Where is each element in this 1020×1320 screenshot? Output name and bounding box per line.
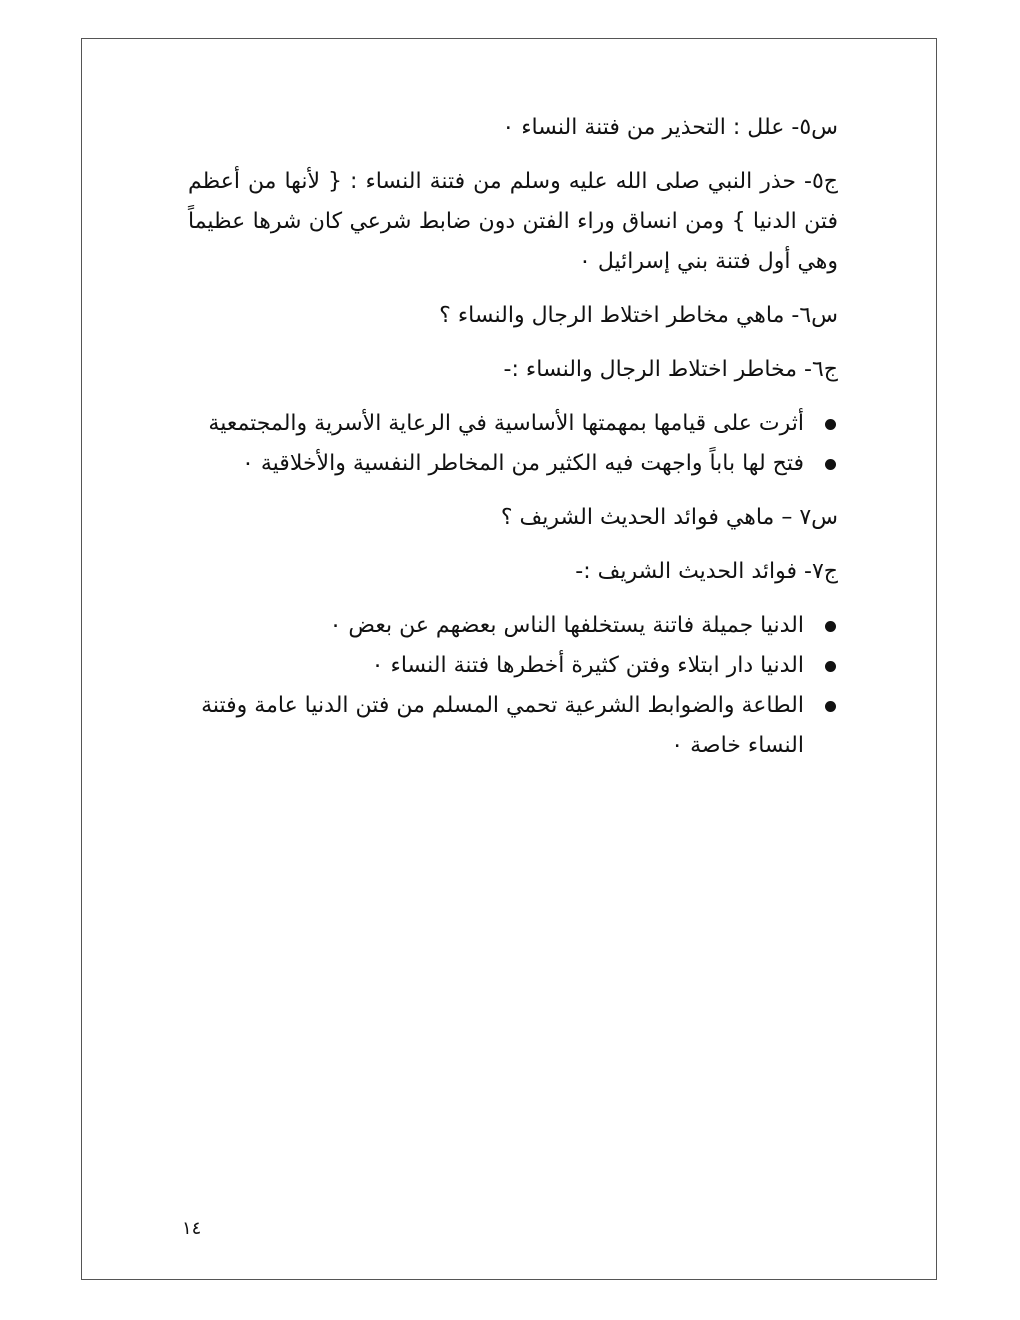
question-5: س٥- علل : التحذير من فتنة النساء ٠ [502,115,838,140]
list-item [188,444,838,484]
bullet-icon [825,701,836,712]
bullet-icon [825,419,836,430]
question-7: س٧ – ماهي فوائد الحديث الشريف ؟ [500,505,838,530]
bullet-icon [825,621,836,632]
question-6: س٦- ماهي مخاطر اختلاط الرجال والنساء ؟ [439,303,838,328]
answer-7-list [188,606,838,766]
answer-6-list [188,404,838,484]
list-item [188,686,838,766]
list-item [188,606,838,646]
list-item-text: الدنيا جميلة فاتنة يستخلفها الناس بعضهم عن بعض ٠ [329,613,804,638]
bullet-icon [825,459,836,470]
answer-5: ج٥- حذر النبي صلى الله عليه وسلم من فتنة النساء : { لأنها من أعظم فتن الدنيا } ومن انساق وراء الفتن دون ضابط شرعي كان شرها عظيماً وهي أول فتنة بني إسرائيل ٠ [188,169,838,274]
answer-6-heading: ج٦- مخاطر اختلاط الرجال والنساء :- [503,357,838,382]
list-item-text: الطاعة والضوابط الشرعية تحمي المسلم من فتن الدنيا عامة وفتنة النساء خاصة ٠ [201,693,804,758]
list-item [188,646,838,686]
list-item [188,404,838,444]
page-content [188,108,838,780]
list-item-text: فتح لها باباً واجهت فيه الكثير من المخاطر النفسية والأخلاقية ٠ [242,451,804,476]
page-number: ١٤ [182,1218,202,1239]
list-item-text: الدنيا دار ابتلاء وفتن كثيرة أخطرها فتنة النساء ٠ [371,653,804,678]
list-item-text: أثرت على قيامها بمهمتها الأساسية في الرعاية الأسرية والمجتمعية [208,411,804,436]
bullet-icon [825,661,836,672]
answer-7-heading: ج٧- فوائد الحديث الشريف :- [575,559,838,584]
